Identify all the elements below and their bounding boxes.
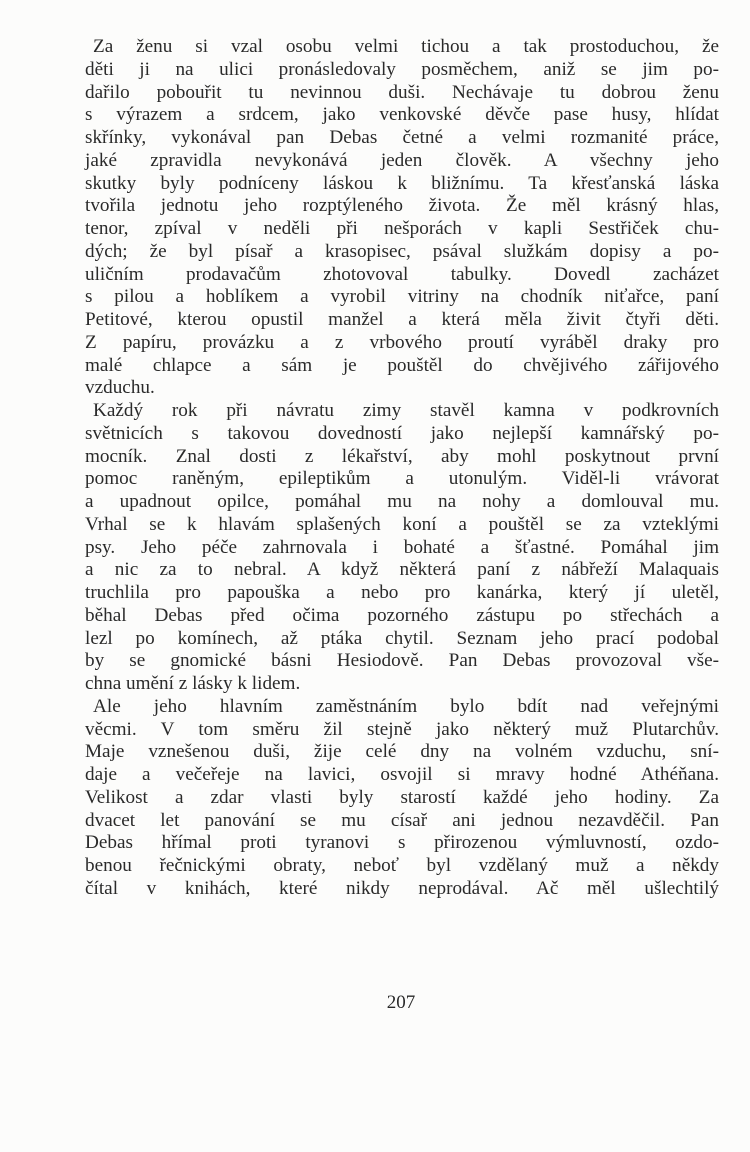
text-line: uličním prodavačům zhotovoval tabulky. Dovedl zacházet xyxy=(85,263,719,285)
text-line: by se gnomické básni Hesiodově. Pan Debas provozoval vše- xyxy=(85,650,719,672)
text-line: vzduchu. xyxy=(85,377,155,399)
text-line: a upadnout opilce, pomáhal mu na nohy a domlouval mu. xyxy=(85,491,719,512)
text-line: chna umění z lásky k lidem. xyxy=(85,673,301,694)
text-line: Maje vznešenou duši, žije celé dny na volném vzduchu, sní- xyxy=(85,741,719,763)
text-line: mocník. Znal dosti z lékařství, aby mohl poskytnout první xyxy=(85,445,719,467)
text-line: skutky byly podníceny láskou k bližnímu. Ta křesťanská láska xyxy=(85,172,719,194)
text-line: děti ji na ulici pronásledovaly posměchem, aniž se jim po- xyxy=(85,58,719,80)
page-number: 207 xyxy=(386,992,416,1013)
text-line: Ale jeho hlavním zaměstnáním bylo bdít nad veřejnými xyxy=(93,695,719,717)
text-line: s pilou a hoblíkem a vyrobil vitriny na chodník niťařce, paní xyxy=(85,286,719,308)
text-line: benou řečnickými obraty, neboť byl vzdělaný muž a někdy xyxy=(85,855,719,876)
paragraph xyxy=(85,400,719,696)
text-line: Debas hřímal proti tyranovi s přirozenou výmluvností, ozdo- xyxy=(85,832,719,854)
text-line: dvacet let panování se mu císař ani jednou nezavděčil. Pan xyxy=(85,809,719,831)
text-line: dařilo pobouřit tu nevinnou duši. Nechávaje tu dobrou ženu xyxy=(85,81,719,103)
text-line: Každý rok při návratu zimy stavěl kamna v podkrovních xyxy=(93,400,719,421)
text-line: běhal Debas před očima pozorného zástupu po střechách a xyxy=(85,604,719,626)
text-line: daje a večeřeje na lavici, osvojil si mravy hodné Athéňana. xyxy=(85,764,719,785)
text-line: truchlila pro papouška a nebo pro kanárka, který jí uletěl, xyxy=(85,582,719,603)
text-line: Z papíru, provázku a z vrbového proutí vyráběl draky pro xyxy=(85,331,719,353)
paragraph xyxy=(85,696,719,901)
text-line: malé chlapce a sám je pouštěl do chvějivého zářijového xyxy=(85,354,719,376)
text-line: lezl po komínech, až ptáka chytil. Seznam jeho prací podobal xyxy=(85,627,719,649)
paragraph xyxy=(85,36,719,400)
text-line: Petitové, kterou opustil manžel a která měla živit čtyři děti. xyxy=(85,309,719,330)
text-line: Za ženu si vzal osobu velmi tichou a tak prostoduchou, že xyxy=(93,36,719,57)
text-line: Vrhal se k hlavám splašených koní a pouštěl se za vzteklými xyxy=(85,513,719,535)
text-line: psy. Jeho péče zahrnovala i bohaté a šťastné. Pomáhal jim xyxy=(85,536,719,558)
text-line: skřínky, vykonával pan Debas četné a velmi rozmanité práce, xyxy=(85,127,719,148)
page-body-text xyxy=(85,36,719,901)
text-line: pomoc raněným, epileptikům a utonulým. Viděl-li vrávorat xyxy=(85,468,719,490)
text-line: Velikost a zdar vlasti byly starostí každé jeho hodiny. Za xyxy=(85,786,719,808)
text-line: věcmi. V tom směru žil stejně jako některý muž Plutarchův. xyxy=(85,718,719,740)
text-line: čítal v knihách, které nikdy neprodával. Ač měl ušlechtilý xyxy=(85,877,719,899)
text-line: dých; že byl písař a krasopisec, psával služkám dopisy a po- xyxy=(85,240,719,262)
text-line: tvořila jednotu jeho rozptýleného života. Že měl krásný hlas, xyxy=(85,195,719,217)
text-line: světnicích s takovou dovedností jako nejlepší kamnářský po- xyxy=(85,422,719,444)
text-line: a nic za to nebral. A když některá paní z nábřeží Malaquais xyxy=(85,559,719,581)
text-line: s výrazem a srdcem, jako venkovské děvče pase husy, hlídat xyxy=(85,104,719,126)
text-line: tenor, zpíval v neděli při nešporách v kapli Sestřiček chu- xyxy=(85,218,719,239)
text-line: jaké zpravidla nevykonává jeden člověk. A všechny jeho xyxy=(85,149,719,171)
